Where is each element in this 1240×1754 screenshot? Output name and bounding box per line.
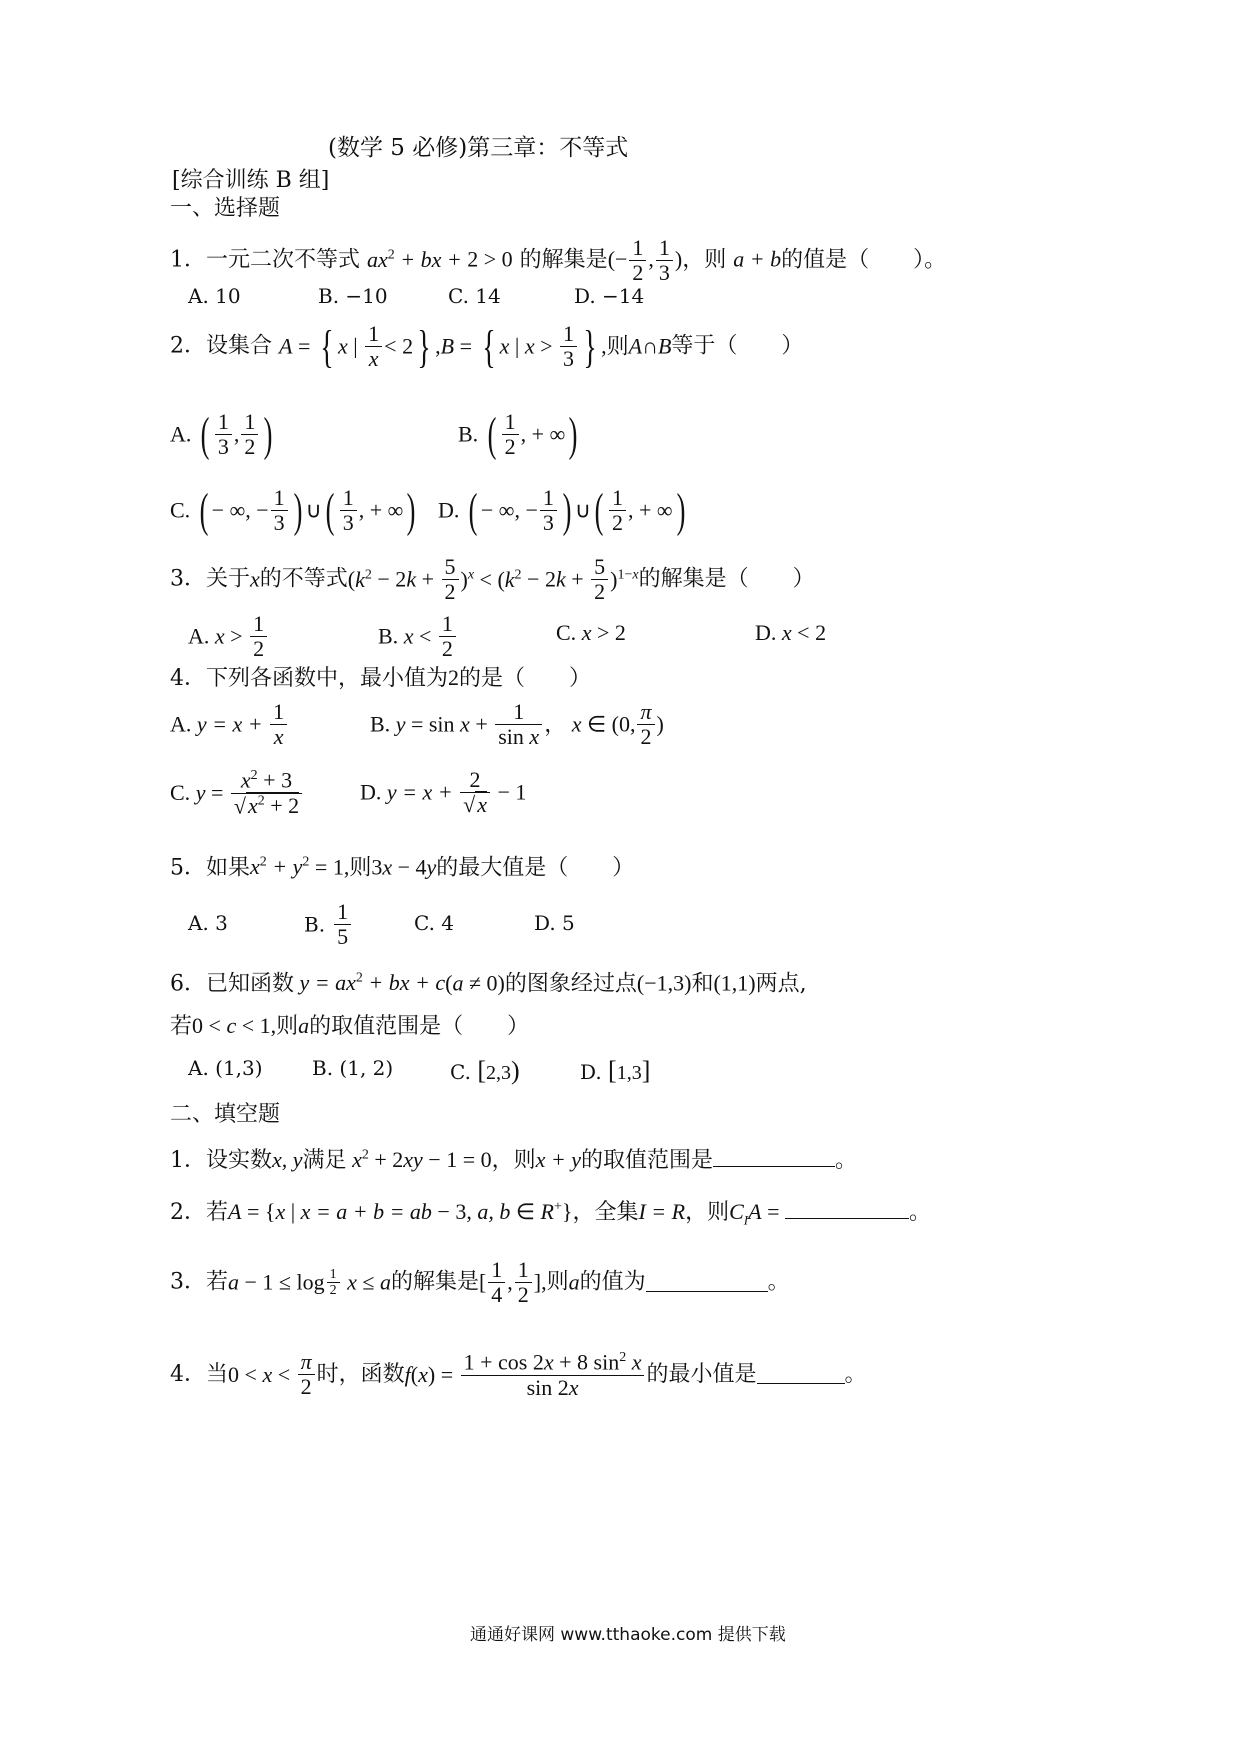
option-5d: D. 5 [534, 911, 575, 935]
option-2b: B. ( $\frac{1}{2}$ , + ∞) [458, 407, 578, 461]
option-4a: A. y = x + $\frac{1}{x}$ [170, 700, 289, 749]
fill-question-2: 2．若A = {x | x = a + b = ab − 3, a, b ∈ R+}，全集I = R，则$C_IA$ = 。 [170, 1199, 932, 1228]
option-5a: A. 3 [188, 911, 228, 935]
option-4c: C. y = $\frac{x^2 + 3}{√x^2 + 2}$ [170, 768, 304, 818]
question-5: 5．如果$x^2 + y^2 = 1$,则3x − 4y的最大值是（ ） [170, 854, 635, 881]
option-1d: D. −14 [574, 284, 645, 308]
question-1: 1．一元二次不等式 $ax^2$ + bx + 2 > 0 的解集是(− $\frac{1}{2}$ , $\frac{1}{3}$ )，则 a + b的值是（ ）。 [170, 235, 947, 286]
fill-question-1: 1．设实数x, y满足 $x^2 + 2xy - 1 = 0$，则x + y的取值范围是 。 [170, 1147, 858, 1173]
option-6b: B. (1, 2) [312, 1056, 394, 1080]
option-1c: C. 14 [448, 284, 501, 308]
option-3c: C. x > 2 [556, 620, 626, 645]
page-title: (数学 5 必修)第三章：不等式 [328, 135, 629, 161]
footer-credit: 通通好课网 www.tthaoke.com 提供下载 [470, 1625, 786, 1645]
group-label: [综合训练 B 组] [172, 168, 330, 193]
option-5c: C. 4 [414, 911, 455, 935]
option-3b: B. x < $\frac{1}{2}$ [378, 612, 458, 661]
option-1a: A. 10 [188, 284, 241, 308]
option-3a: A. x > $\frac{1}{2}$ [188, 612, 269, 661]
option-6c: C. [2,3) [450, 1056, 520, 1085]
section-choice: 一、选择题 [170, 196, 281, 221]
option-5b: B. $\frac{1}{5}$ [304, 900, 353, 949]
question-4: 4．下列各函数中，最小值为2的是（ ） [170, 665, 592, 691]
question-6-line2: 若0 < c < 1,则a的取值范围是（ ） [170, 1013, 530, 1039]
section-fill: 二、填空题 [170, 1102, 281, 1127]
question-2: 2．设集合 A = { x | $\frac{1}{x}$ < 2} ,B = { x | x > $\frac{1}{3}$ } ,则A∩B等于（ ） [170, 320, 804, 372]
option-2a: A. ( $\frac{1}{3}$ , $\frac{1}{2}$ ) [170, 407, 273, 461]
option-4b: B. y = sin x + $\frac{1}{\text{sin x}}$ ， x ∈ (0, $\frac{\pi}{2}$ ) [370, 699, 664, 750]
option-1b: B. −10 [318, 284, 388, 308]
option-2c: C. ( − ∞, − $\frac{1}{3}$ ) ∪( $\frac{1}{3}$ , + ∞) [170, 483, 416, 537]
fill-question-4: 4．当0 < x < $\frac{\pi}{2}$ 时，函数f(x) = $\frac{1 + \cos 2x + 8 \sin^2 x}{\sin 2x}$ 的最小值是 。 [170, 1349, 867, 1400]
fill-question-3: 3．若a − 1 ≤ log $\frac{1}{2}$ x ≤ a的解集是[ $\frac{1}{4}$ , $\frac{1}{2}$ ],则a的值为 。 [170, 1257, 790, 1308]
option-4d: D. y = x + $\frac{2}{√x}$ − 1 [360, 767, 527, 818]
question-3: 3．关于x的不等式($k^2 - 2k$ + $\frac{5}{2}$ )$^x < (k^2 - 2k$ + $\frac{5}{2}$ )$^{1-x}$的解集是（ ） [170, 554, 815, 605]
option-3d: D. x < 2 [755, 620, 827, 645]
option-2d: D. ( − ∞, − $\frac{1}{3}$ ) ∪( $\frac{1}{2}$ , + ∞) [438, 483, 685, 537]
option-6a: A. (1,3) [188, 1056, 263, 1080]
question-6: 6．已知函数 $y = ax^2$ + bx + c(a ≠ 0)的图象经过点(−1,3)和(1,1)两点, [170, 970, 807, 997]
option-6d: D. [1,3] [580, 1056, 651, 1085]
